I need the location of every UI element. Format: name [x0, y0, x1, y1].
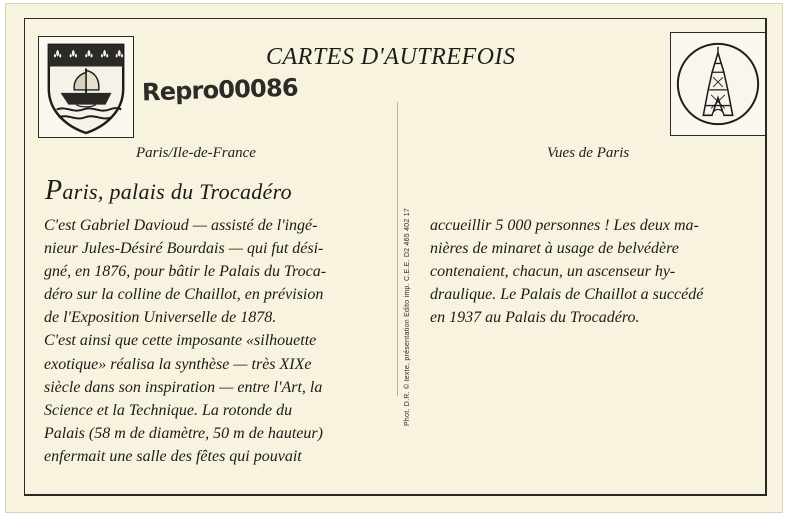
column-divider [397, 102, 398, 396]
left-text-line: exotique» réalisa la synthèse — très XIXe [44, 355, 312, 373]
postcard-title: CARTES D'AUTREFOIS [266, 44, 516, 70]
left-text-line: Palais (58 m de diamètre, 50 m de hauteur) [44, 424, 323, 442]
paris-coat-of-arms-icon [38, 36, 134, 138]
right-text-line: draulique. Le Palais de Chaillot a succédé [430, 286, 704, 304]
left-text-column [44, 214, 390, 468]
left-text-line: gné, en 1876, pour bâtir le Palais du Troca- [44, 263, 327, 281]
handwritten-reference: Repro00086 [141, 73, 299, 107]
heading-initial: P [45, 175, 63, 206]
postcard: CARTES D'AUTREFOIS Repro00086 Phot. D.R. © texte, présentation Edito imp. C.E.E. D2 465 402 17 Paris/Ile-de-France Vues de Paris Paris, palais du Trocadéro C'est Gabriel Davioud — assisté de l'ingé- nieur Jules-Désiré Bourdais — qui fut dési- gné, en 1876, pour bâtir le Palais du Troca- déro sur la colline de Chaillot, en prévision de l'Exposition Universelle de 1878. C'est ainsi que cette imposante «silhouette exotique» réalisa la synthèse — très XIXe siècle dans son inspiration — entre l'Art, la Science et la Technique. La rotonde du Palais (58 m de diamètre, 50 m de hauteur) enfermait une salle des fêtes qui pouvait accueillir 5 000 personnes ! Les deux ma- nières de minaret à usage de belvédère contenaient, chacun, un ascenseur hy- draulique. Le Palais de Chaillot a succédé en 1937 au Palais du Trocadéro. [6, 4, 782, 512]
right-text-line: contenaient, chacun, un ascenseur hy- [430, 263, 676, 281]
left-text-line: Science et la Technique. La rotonde du [44, 401, 293, 419]
right-text-line: nières de minaret à usage de belvédère [430, 240, 679, 258]
region-caption: Paris/Ile-de-France [136, 145, 256, 161]
eiffel-tower-icon [670, 32, 766, 136]
left-text-line: siècle dans son inspiration — entre l'Art, la [44, 378, 323, 396]
right-text-line: en 1937 au Palais du Trocadéro. [430, 309, 640, 327]
left-text-line: C'est Gabriel Davioud — assisté de l'ingé- [44, 217, 318, 234]
left-text-line: enfermait une salle des fêtes qui pouvait [44, 447, 302, 465]
left-text-line: C'est ainsi que cette imposante «silhouette [44, 332, 317, 350]
left-text-line: déro sur la colline de Chaillot, en prévision [44, 286, 324, 304]
article-heading [45, 175, 292, 207]
left-text-line: de l'Exposition Universelle de 1878. [44, 309, 277, 327]
subject-caption: Vues de Paris [547, 145, 630, 161]
left-text-line: nieur Jules-Désiré Bourdais — qui fut dési- [44, 240, 324, 258]
right-text-column [430, 214, 764, 329]
heading-rest: aris, palais du Trocadéro [62, 179, 292, 204]
right-text-line: accueillir 5 000 personnes ! Les deux ma- [430, 217, 699, 234]
